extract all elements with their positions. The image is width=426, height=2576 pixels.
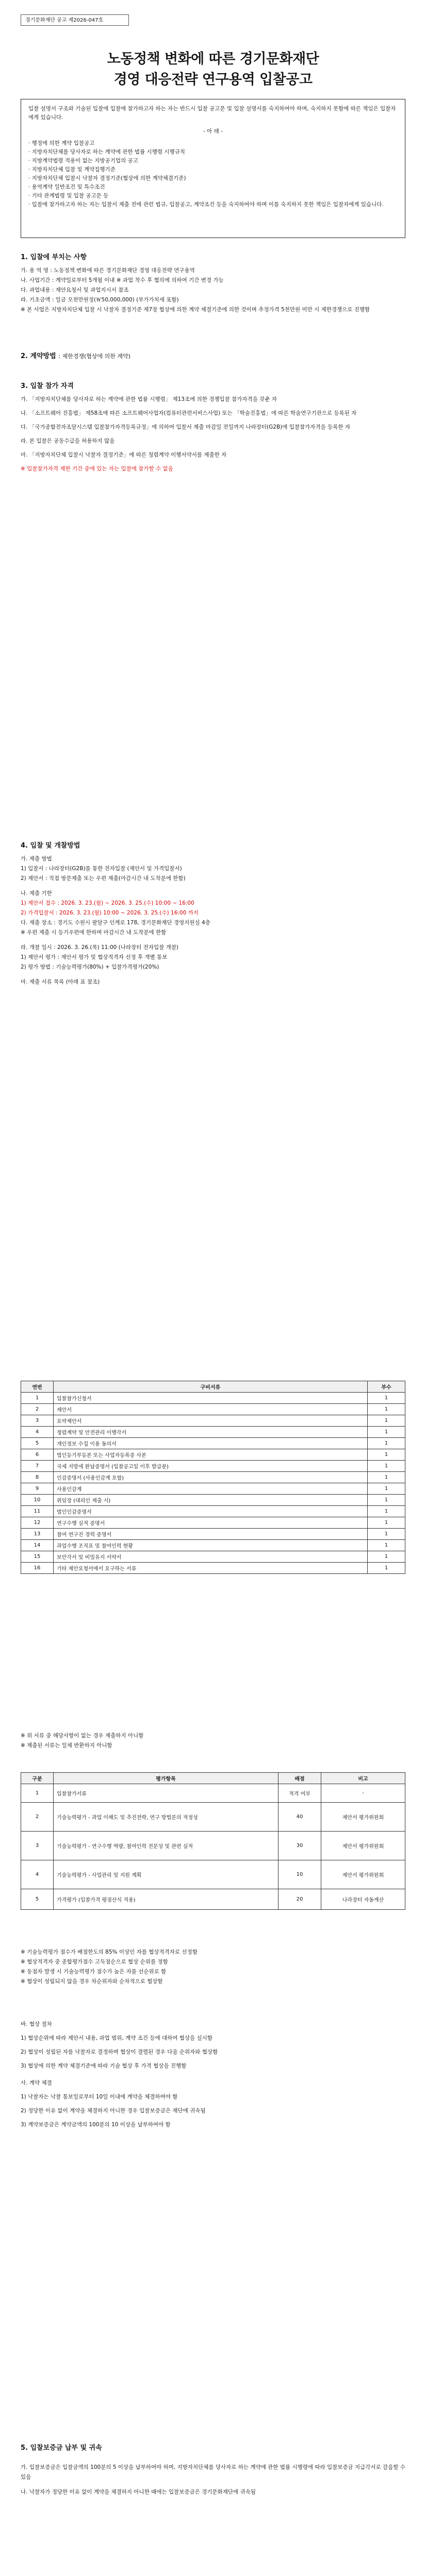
section-4-line: 3) 계약보증금은 계약금액의 100분의 10 이상을 납부하여야 함 [21, 2122, 171, 2128]
cell: 과업수행 조직표 및 참여인력 현황 [54, 1540, 368, 1551]
table-header: 부수 [368, 1381, 405, 1393]
cell: 참여 연구진 경력 증명서 [54, 1529, 368, 1540]
table-note: ※ 동점자 발생 시 기술능력평가 점수가 높은 자를 선순위로 함 [21, 1969, 167, 1975]
section-3-body [21, 395, 405, 474]
section-4-deadline: 2) 가격입찰서 : 2026. 3. 23.(월) 10:00 ~ 2026. 3. 25.(수) 16:00 까지 [21, 910, 199, 916]
table-row [21, 1540, 405, 1551]
table-row [21, 1461, 405, 1472]
intro-item: · 지방계약법령 적용이 없는 지방공기업의 공고 [28, 158, 138, 164]
table-header: 구비서류 [54, 1381, 368, 1393]
cell: 2 [21, 1404, 54, 1415]
cell: 1 [368, 1563, 405, 1574]
table-note: ※ 협상적격자 중 종합평가점수 고득점순으로 협상 순위를 정함 [21, 1959, 168, 1965]
cell: 1 [368, 1540, 405, 1551]
section-3-line: 가. 「지방자치단체를 당사자로 하는 계약에 관한 법률 시행령」 제13조에 의한 경쟁입찰 참가자격을 갖춘 자 [21, 396, 277, 402]
cell: 7 [21, 1461, 54, 1472]
title-line-1: 노동정책 변화에 따른 경기문화재단 [107, 51, 319, 67]
table-header: 비고 [321, 1773, 405, 1784]
intro-box [21, 99, 405, 238]
section-1-line: 라. 기초금액 : 일금 오천만원정(￦50,000,000) (부가가치세 포함) [21, 297, 179, 303]
cell: 8 [21, 1472, 54, 1483]
cell: 법인등기부등본 또는 사업자등록증 사본 [54, 1449, 368, 1461]
cell: 사용인감계 [54, 1483, 368, 1495]
cell: 적격 여부 [278, 1784, 321, 1803]
cell: 제안서 평가위원회 [321, 1803, 405, 1832]
section-4-line: 가. 제출 방법 [21, 856, 52, 862]
table-row [21, 1803, 405, 1832]
table-1-notes [21, 1731, 405, 1751]
cell: 1 [368, 1517, 405, 1529]
cell: 1 [21, 1393, 54, 1404]
notice-number: 경기문화재단 공고 제2026-047호 [21, 14, 129, 26]
cell: 5 [21, 1889, 54, 1910]
cell: 개인정보 수집 이용 동의서 [54, 1438, 368, 1449]
cell: 가격평가 (입찰가격 평점산식 적용) [54, 1889, 278, 1910]
table-header: 평가항목 [54, 1773, 278, 1784]
table-row [21, 1483, 405, 1495]
cell: 제안서 [54, 1404, 368, 1415]
cell: 12 [21, 1517, 54, 1529]
cell: 연구수행 실적 증명서 [54, 1517, 368, 1529]
intro-paragraph: 입찰 설명서 구조와 기술된 입찰에 입찰에 참가하고자 하는 자는 반드시 입찰 공고문 및 입찰 설명서를 숙지하여야 하며, 숙지하지 못함에 따른 책임은 입찰자에게 있습니다. [28, 106, 396, 121]
section-4-body [21, 854, 405, 987]
table-note: ※ 기술능력평가 점수가 배점한도의 85% 이상인 자를 협상적격자로 선정함 [21, 1949, 198, 1955]
intro-item: · 용역계약 일반조건 및 특수조건 [28, 184, 105, 190]
table-header: 연번 [21, 1381, 54, 1393]
table-note: ※ 제출된 서류는 일체 반환하지 아니함 [21, 1742, 112, 1749]
section-1-line: ※ 본 사업은 지방자치단체 입찰 시 낙찰자 결정기준 제7장 협상에 의한 계약 체결기준에 의한 것이며 추정가격 5천만원 미만 시 제한경쟁으로 진행함 [21, 307, 370, 313]
section-4-line: 마. 제출 서류 목록 (아래 표 참조) [21, 979, 100, 985]
cell: 1 [368, 1461, 405, 1472]
table-header: 구분 [21, 1773, 54, 1784]
cell: 14 [21, 1540, 54, 1551]
section-5-body [21, 2463, 405, 2497]
cell: - [321, 1784, 405, 1803]
cell: 3 [21, 1832, 54, 1860]
section-4-heading: 4. 입찰 및 개찰방법 [21, 842, 80, 850]
cell: 1 [368, 1415, 405, 1427]
cell: 1 [368, 1529, 405, 1540]
cell: 제안서 평가위원회 [321, 1832, 405, 1860]
cell: 40 [278, 1803, 321, 1832]
section-4-line: 나. 제출 기한 [21, 890, 52, 896]
table-row [21, 1860, 405, 1889]
section-4-line: 다. 제출 장소 : 경기도 수원시 팔달구 인계로 178, 경기문화재단 경영지원실 4층 [21, 920, 210, 926]
table-row [21, 1415, 405, 1427]
cell: 나라장터 자동계산 [321, 1889, 405, 1910]
table-row [21, 1472, 405, 1483]
section-4-line: 2) 제안서 : 직접 방문제출 또는 우편 제출(마감시간 내 도착분에 한함) [21, 875, 186, 882]
section-1-line: 가. 용 역 명 : 노동정책 변화에 따른 경기문화재단 경영 대응전략 연구용역 [21, 267, 195, 274]
cell: 1 [368, 1427, 405, 1438]
table-row [21, 1438, 405, 1449]
cell: 1 [368, 1404, 405, 1415]
table-row [21, 1449, 405, 1461]
table-row [21, 1889, 405, 1910]
section-4-line: 바. 협상 절차 [21, 2021, 52, 2027]
cell: 9 [21, 1483, 54, 1495]
section-3-line: 라. 본 입찰은 공동수급을 허용하지 않음 [21, 438, 115, 444]
intro-item: · 행정에 의한 계약 입찰공고 [28, 140, 95, 146]
section-2-title: 2. 계약방법 [21, 352, 56, 360]
section-3-heading: 3. 입찰 참가 자격 [21, 382, 74, 390]
section-3-warning: ※ 입찰참가자격 제한 기간 중에 있는 자는 입찰에 참가할 수 없음 [21, 466, 173, 472]
cell: 기술능력평가 - 과업 이해도 및 추진전략, 연구 방법론의 적정성 [54, 1803, 278, 1832]
cell: 기술능력평가 - 연구수행 역량, 참여인력 전문성 및 관련 실적 [54, 1832, 278, 1860]
cell: 3 [21, 1415, 54, 1427]
section-3-line: 마. 「지방자치단체 입찰시 낙찰자 결정기준」에 따른 청렴계약 이행서약서를 제출한 자 [21, 452, 227, 458]
cell: 1 [368, 1449, 405, 1461]
cell: 5 [21, 1438, 54, 1449]
cell: 국세 지방세 완납증명서 (입찰공고일 이후 발급분) [54, 1461, 368, 1472]
cell: 1 [368, 1495, 405, 1506]
table-row [21, 1832, 405, 1860]
cell: 1 [368, 1438, 405, 1449]
section-1-body [21, 266, 405, 315]
section-5-line: 가. 입찰보증금은 입찰금액의 100분의 5 이상을 납부하여야 하며, 지방자치단체를 당사자로 하는 계약에 관한 법률 시행령에 따라 입찰보증금 지급각서로 갈음할 수 있음 [21, 2464, 405, 2480]
cell: 11 [21, 1506, 54, 1517]
table-row [21, 1506, 405, 1517]
cell: 20 [278, 1889, 321, 1910]
table-row [21, 1517, 405, 1529]
section-4-deadline: 1) 제안서 접수 : 2026. 3. 23.(월) ~ 2026. 3. 25.(수) 10:00 ~ 16:00 [21, 900, 194, 906]
cell: 4 [21, 1860, 54, 1889]
cell: 보안각서 및 비밀유지 서약서 [54, 1551, 368, 1563]
cell: 10 [278, 1860, 321, 1889]
cell: 1 [368, 1551, 405, 1563]
section-4-line: 라. 개찰 일시 : 2026. 3. 26.(목) 11:00 (나라장터 전자입찰 개찰) [21, 944, 178, 951]
cell: 기술능력평가 - 사업관리 및 지원 계획 [54, 1860, 278, 1889]
cell: 1 [368, 1472, 405, 1483]
cell: 1 [368, 1483, 405, 1495]
cell: 제안서 평가위원회 [321, 1860, 405, 1889]
table-row [21, 1404, 405, 1415]
intro-item: · 기타 관계법령 및 입찰 공고문 등 [28, 193, 109, 199]
cell: 입찰참가서류 [54, 1784, 278, 1803]
table-row [21, 1427, 405, 1438]
cell: 법인인감증명서 [54, 1506, 368, 1517]
cell: 30 [278, 1832, 321, 1860]
section-1-line: 다. 과업내용 : 제안요청서 및 과업지시서 참조 [21, 287, 129, 293]
table-row [21, 1393, 405, 1404]
section-4-line: 2) 정당한 이유 없이 계약을 체결하지 아니한 경우 입찰보증금은 재단에 귀속됨 [21, 2108, 206, 2114]
intro-center-label: - 아 래 - [203, 128, 223, 134]
table-2-notes [21, 1947, 405, 1987]
title-line-2: 경영 대응전략 연구용역 입찰공고 [113, 72, 313, 88]
section-2-heading [21, 350, 405, 360]
cell: 16 [21, 1563, 54, 1574]
table-row [21, 1529, 405, 1540]
section-4-continued [21, 2020, 405, 2130]
section-2-text: : 제한경쟁(협상에 의한 계약) [58, 353, 130, 360]
cell: 요약제안서 [54, 1415, 368, 1427]
table-note: ※ 위 서류 중 해당사항이 없는 경우 제출하지 아니함 [21, 1733, 144, 1739]
cell: 4 [21, 1427, 54, 1438]
table-row [21, 1784, 405, 1803]
section-4-line: 2) 평가 방법 : 기술능력평가(80%) + 입찰가격평가(20%) [21, 964, 159, 970]
cell: 입찰참가신청서 [54, 1393, 368, 1404]
section-3-line: 나. 「소프트웨어 진흥법」 제58조에 따른 소프트웨어사업자(컴퓨터관련서비스사업) 또는 「학술진흥법」에 따른 학술연구기관으로 등록된 자 [21, 410, 357, 416]
cell: 기타 제안요청서에서 요구하는 서류 [54, 1563, 368, 1574]
table-row [21, 1551, 405, 1563]
cell: 15 [21, 1551, 54, 1563]
intro-item: · 지방자치단체 입찰시 낙찰자 결정기준(협상에 의한 계약체결기준) [28, 175, 186, 181]
table-row [21, 1563, 405, 1574]
cell: 2 [21, 1803, 54, 1832]
cell: 위임장 (대리인 제출 시) [54, 1495, 368, 1506]
section-5-line: 나. 낙찰자가 정당한 이유 없이 계약을 체결하지 아니한 때에는 입찰보증금은 경기문화재단에 귀속됨 [21, 2489, 256, 2495]
section-4-line: 사. 계약 체결 [21, 2080, 52, 2086]
section-4-line: 1) 제안서 평가 : 제안서 평가 및 협상적격자 선정 후 개별 통보 [21, 954, 168, 960]
cell: 1 [21, 1784, 54, 1803]
table-note: ※ 협상이 성립되지 않을 경우 차순위자와 순차적으로 협상함 [21, 1978, 163, 1985]
table-row [21, 1495, 405, 1506]
section-1-line: 나. 사업기간 : 계약일로부터 5개월 이내 ※ 과업 착수 후 협의에 의하여 기간 변경 가능 [21, 277, 224, 283]
section-4-line: ※ 우편 제출 시 등기우편에 한하며 마감시간 내 도착분에 한함 [21, 929, 167, 936]
section-3-line: 다. 「국가종합전자조달시스템 입찰참가자격등록규정」에 의하여 입찰서 제출 마감일 전일까지 나라장터(G2B)에 입찰참가자격을 등록한 자 [21, 424, 350, 430]
cell: 1 [368, 1506, 405, 1517]
cell: 13 [21, 1529, 54, 1540]
cell: 1 [368, 1393, 405, 1404]
table-header: 배점 [278, 1773, 321, 1784]
evaluation-table [21, 1772, 405, 1910]
cell: 10 [21, 1495, 54, 1506]
section-4-line: 1) 협상순위에 따라 제안서 내용, 과업 범위, 계약 조건 등에 대하여 협상을 실시함 [21, 2035, 212, 2041]
intro-item: · 지방자치단체 입찰 및 계약집행기준 [28, 166, 116, 173]
section-5-heading: 5. 입찰보증금 납부 및 귀속 [21, 2444, 102, 2452]
intro-item: · 지방자치단체를 당사자로 하는 계약에 관한 법률 시행령 시행규칙 [28, 149, 185, 155]
section-4-line: 2) 협상이 성립된 자를 낙찰자로 결정하며 협상이 결렬된 경우 다음 순위자와 협상함 [21, 2049, 218, 2055]
section-1-heading: 1. 입찰에 부치는 사항 [21, 253, 87, 261]
section-4-line: 1) 입찰서 : 나라장터(G2B)를 통한 전자입찰 (제안서 및 가격입찰서) [21, 866, 182, 872]
section-4-line: 1) 낙찰자는 낙찰 통보일로부터 10일 이내에 계약을 체결하여야 함 [21, 2094, 178, 2100]
documents-table [21, 1381, 405, 1574]
cell: 6 [21, 1449, 54, 1461]
cell: 인감증명서 (사용인감계 포함) [54, 1472, 368, 1483]
intro-item: · 입찰에 참가하고자 하는 자는 입찰서 제출 전에 관련 법규, 입찰공고, 계약조건 등을 숙지하여야 하며 이를 숙지하지 못한 책임은 입찰자에게 있습니다. [28, 201, 384, 208]
section-4-line: 3) 협상에 의한 계약 체결기준에 따라 기술 협상 후 가격 협상을 진행함 [21, 2063, 187, 2069]
cell: 청렴계약 및 안전관리 이행각서 [54, 1427, 368, 1438]
